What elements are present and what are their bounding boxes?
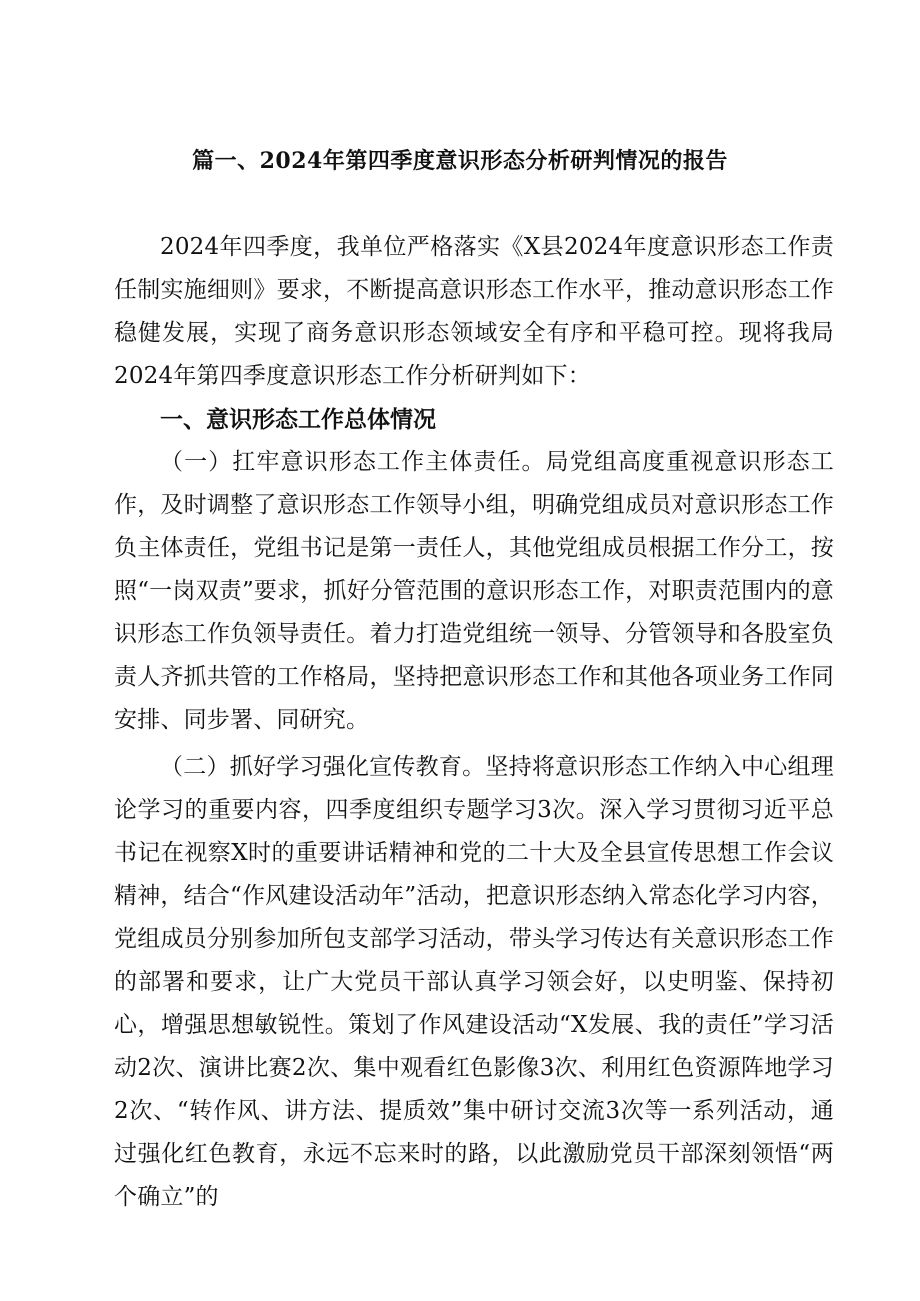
document-title: 篇一、2024年第四季度意识形态分析研判情况的报告 xyxy=(192,148,728,174)
section-heading-1: 一、意识形态工作总体情况 xyxy=(160,406,436,433)
paragraph-1: （一）扛牢意识形态工作主体责任。局党组高度重视意识形态工作，及时调整了意识形态工作领导小组，明确党组成员对意识形态工作负主体责任，党组书记是第一责任人，其他党组成员根据工作分工，按照“一岗双责”要求，抓好分管范围的意识形态工作，对职责范围内的意识形态工作负领导责任。着力打造党组统一领导、分管领导和各股室负责人齐抓共管的工作格局，坚持把意识形态工作和其他各项业务工作同安排、同步署、同研究。 xyxy=(114,449,834,733)
intro-paragraph: 2024年四季度，我单位严格落实《X县2024年度意识形态工作责任制实施细则》要求，不断提高意识形态工作水平，推动意识形态工作稳健发展，实现了商务意识形态领域安全有序和平稳可控。现将我局2024年第四季度意识形态工作分析研判如下： xyxy=(114,234,834,389)
document-body xyxy=(114,226,834,1219)
paragraph-2: （二）抓好学习强化宣传教育。坚持将意识形态工作纳入中心组理论学习的重要内容，四季度组织专题学习3次。深入学习贯彻习近平总书记在视察X时的重要讲话精神和党的二十大及全县宣传思想工作会议精神，结合“作风建设活动年”活动，把意识形态纳入常态化学习内容，党组成员分别参加所包支部学习活动，带头学习传达有关意识形态工作的部署和要求，让广大党员干部认真学习领会好，以史明鉴、保持初心，增强思想敏锐性。策划了作风建设活动“X发展、我的责任”学习活动2次、演讲比赛2次、集中观看红色影像3次、利用红色资源阵地学习2次、“转作风、讲方法、提质效”集中研讨交流3次等一系列活动，通过强化红色教育，永远不忘来时的路，以此激励党员干部深刻领悟“两个确立”的 xyxy=(114,754,834,1210)
